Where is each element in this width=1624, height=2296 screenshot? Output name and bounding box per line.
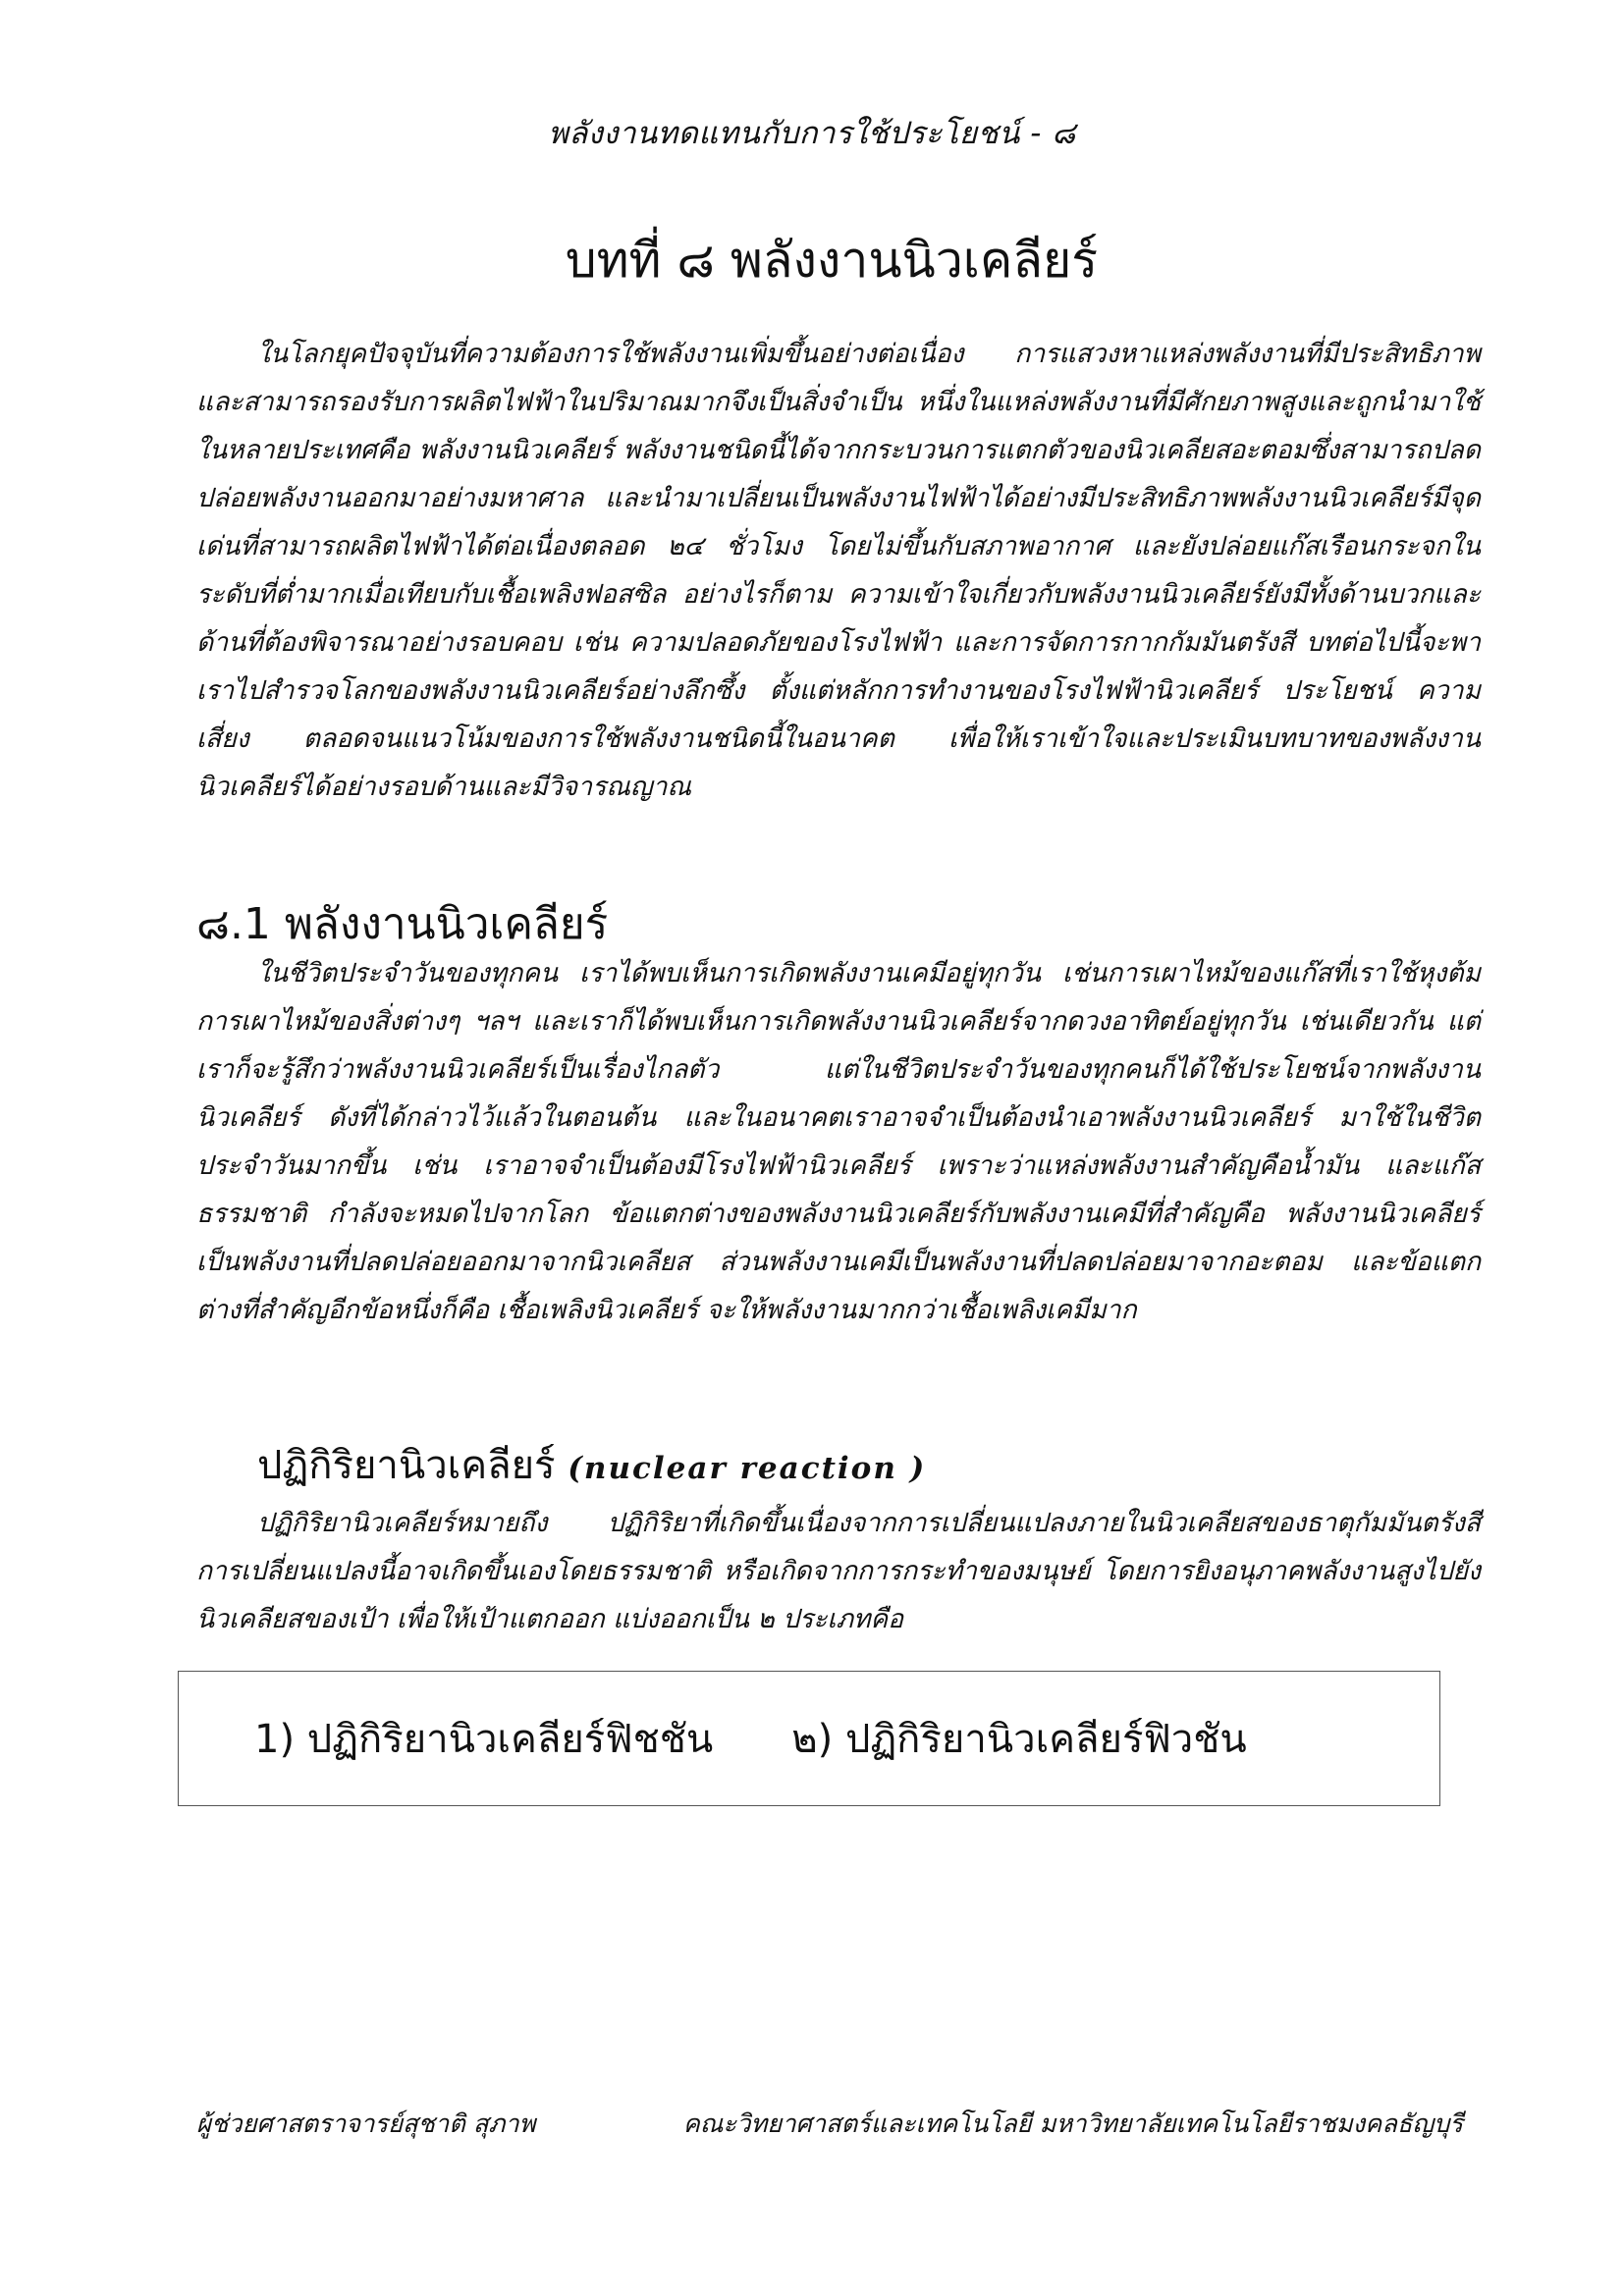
running-header: พลังงานทดแทนกับการใช้ประโยชน์ - ๘ (548, 116, 1076, 151)
reaction-type-fission: 1) ปฏิกิริยานิวเคลียร์ฟิชชัน (254, 1717, 714, 1762)
footer-author: ผู้ช่วยศาสตราจารย์สุชาติ สุภาพ (196, 2109, 536, 2139)
reaction-types-box (178, 1671, 1440, 1806)
section-paragraph: ในชีวิตประจำวันของทุกคน เราได้พบเห็นการเกิดพลังงานเคมีอยู่ทุกวัน เช่นการเผาไหม้ของแก๊สที่เราใช้หุงต้ม การเผาไหม้ของสิ่งต่างๆ ฯลฯ และเราก็ได้พบเห็นการเกิดพลังงานนิวเคลียร์จากดวงอาทิตย์อยู่ทุกวัน เช่นเดียวกัน แต่เราก็จะรู้สึกว่าพลังงานนิวเคลียร์เป็นเรื่องไกลตัว แต่ในชีวิตประจำวันของทุกคนก็ได้ใช้ประโยชน์จากพลังงานนิวเคลียร์ ดังที่ได้กล่าวไว้แล้วในตอนต้น และในอนาคตเราอาจจำเป็นต้องนำเอาพลังงานนิวเคลียร์ มาใช้ในชีวิตประจำวันมากขึ้น เช่น เราอาจจำเป็นต้องมีโรงไฟฟ้านิวเคลียร์ เพราะว่าแหล่งพลังงานสำคัญคือน้ำมัน และแก๊สธรรมชาติ กำลังจะหมดไปจากโลก ข้อแตกต่างของพลังงานนิวเคลียร์กับพลังงานเคมีที่สำคัญคือ พลังงานนิวเคลียร์ เป็นพลังงานที่ปลดปล่อยออกมาจากนิวเคลียส ส่วนพลังงานเคมีเป็นพลังงานที่ปลดปล่อยมาจากอะตอม และข้อแตกต่างที่สำคัญอีกข้อหนึ่งก็คือ เชื้อเพลิงนิวเคลียร์ จะให้พลังงานมากกว่าเชื้อเพลิงเคมีมาก (196, 958, 1481, 1325)
chapter-title: บทที่ ๘ พลังงานนิวเคลียร์ (565, 232, 1099, 289)
intro-paragraph: ในโลกยุคปัจจุบันที่ความต้องการใช้พลังงานเพิ่มขึ้นอย่างต่อเนื่อง การแสวงหาแหล่งพลังงานที่มีประสิทธิภาพและสามารถรองรับการผลิตไฟฟ้าในปริมาณมากจึงเป็นสิ่งจำเป็น หนึ่งในแหล่งพลังงานที่มีศักยภาพสูงและถูกนำมาใช้ในหลายประเทศคือ พลังงานนิวเคลียร์ พลังงานชนิดนี้ได้จากกระบวนการแตกตัวของนิวเคลียสอะตอมซึ่งสามารถปลดปล่อยพลังงานออกมาอย่างมหาศาล และนำมาเปลี่ยนเป็นพลังงานไฟฟ้าได้อย่างมีประสิทธิภาพพลังงานนิวเคลียร์มีจุดเด่นที่สามารถผลิตไฟฟ้าได้ต่อเนื่องตลอด ๒๔ ชั่วโมง โดยไม่ขึ้นกับสภาพอากาศ และยังปล่อยแก๊สเรือนกระจกในระดับที่ต่ำมากเมื่อเทียบกับเชื้อเพลิงฟอสซิล อย่างไรก็ตาม ความเข้าใจเกี่ยวกับพลังงานนิวเคลียร์ยังมีทั้งด้านบวกและด้านที่ต้องพิจารณาอย่างรอบคอบ เช่น ความปลอดภัยของโรงไฟฟ้า และการจัดการกากกัมมันตรังสี บทต่อไปนี้จะพาเราไปสำรวจโลกของพลังงานนิวเคลียร์อย่างลึกซึ้ง ตั้งแต่หลักการทำงานของโรงไฟฟ้านิวเคลียร์ ประโยชน์ ความเสี่ยง ตลอดจนแนวโน้มของการใช้พลังงานชนิดนี้ในอนาคต เพื่อให้เราเข้าใจและประเมินบทบาทของพลังงานนิวเคลียร์ได้อย่างรอบด้านและมีวิจารณญาณ (196, 339, 1481, 802)
section-heading: ๘.1 พลังงานนิวเคลียร์ (196, 899, 609, 949)
reaction-heading-thai: ปฏิกิริยานิวเคลียร์ (257, 1443, 556, 1488)
reaction-type-fusion: ๒) ปฏิกิริยานิวเคลียร์ฟิวชัน (791, 1717, 1247, 1762)
reaction-heading (257, 1433, 926, 1496)
footer-institution: คณะวิทยาศาสตร์และเทคโนโลยี มหาวิทยาลัยเทคโนโลยีราชมงคลธัญบุรี (682, 2109, 1463, 2139)
reaction-paragraph: ปฏิกิริยานิวเคลียร์หมายถึง ปฏิกิริยาที่เกิดขึ้นเนื่องจากการเปลี่ยนแปลงภายในนิวเคลียสของธาตุกัมมันตรังสี การเปลี่ยนแปลงนี้อาจเกิดขึ้นเองโดยธรรมชาติ หรือเกิดจากการกระทำของมนุษย์ โดยการยิงอนุภาคพลังงานสูงไปยังนิวเคลียสของเป้า เพื่อให้เป้าแตกออก แบ่งออกเป็น ๒ ประเภทคือ (196, 1508, 1481, 1634)
reaction-heading-latin: (nuclear reaction ) (568, 1451, 927, 1486)
